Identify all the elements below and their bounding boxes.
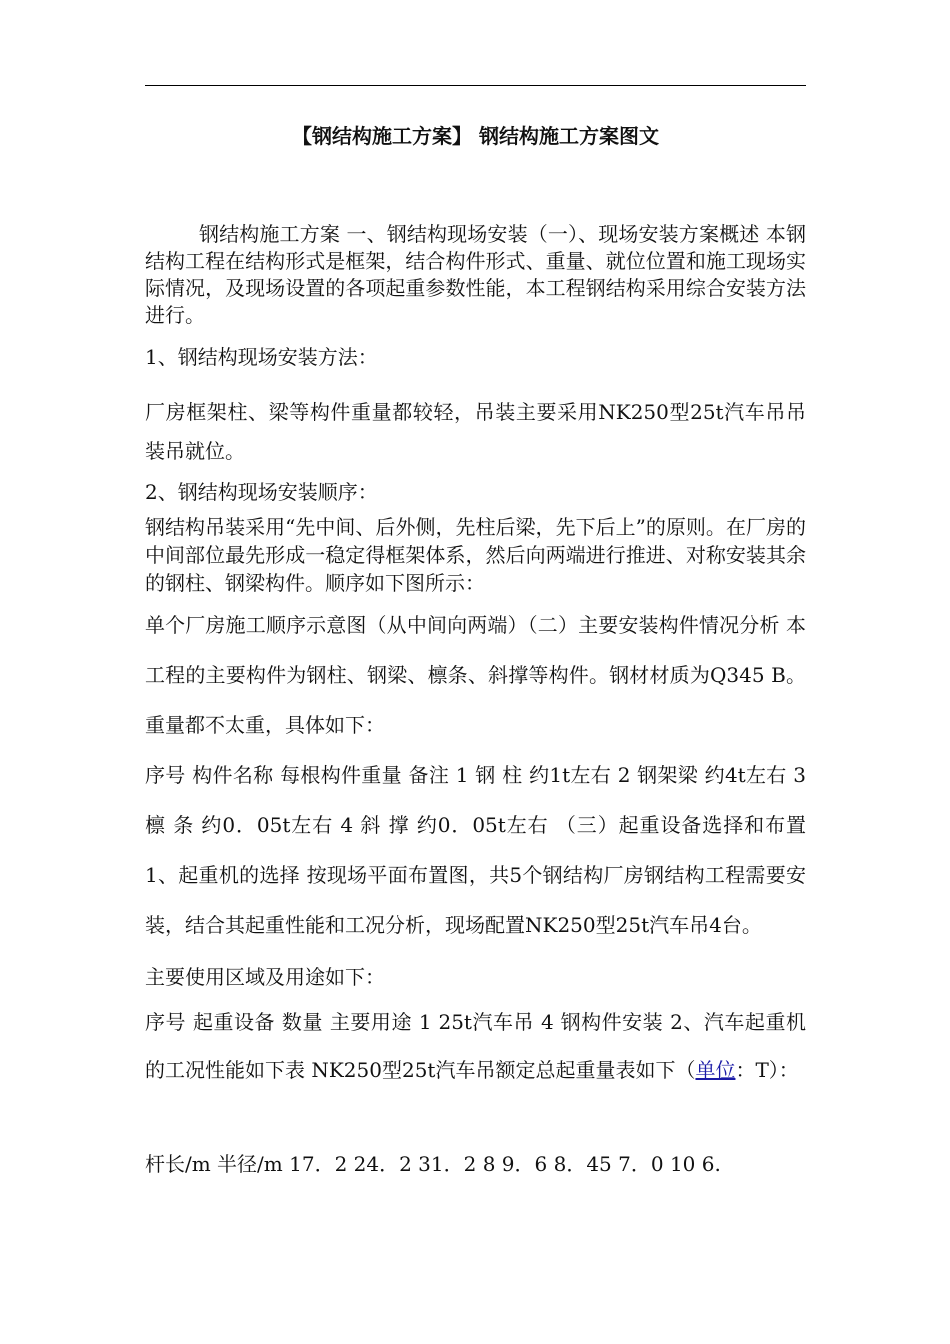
equipment-paragraph	[145, 998, 806, 1094]
document-title: 【钢结构施工方案】 钢结构施工方案图文	[292, 124, 659, 148]
usage-heading: 主要使用区域及用途如下：	[145, 965, 385, 989]
components-paragraph: 序号 构件名称 每根构件重量 备注 1 钢 柱 约1t左右 2 钢架梁 约4t左右 3 檩 条 约0．05t左右 4 斜 撑 约0．05t左右 （三）起重设备选择和布置 1、起重机的选择 按现场平面布置图，共5个钢结构厂房钢结构工程需要安装，结合其起重性能和工况分析，现场配置NK250型25t汽车吊4台。	[145, 763, 806, 937]
analysis-paragraph: 单个厂房施工顺序示意图（从中间向两端）（二）主要安装构件情况分析 本工程的主要构件为钢柱、钢梁、檩条、斜撑等构件。钢材材质为Q345 B。重量都不太重，具体如下：	[145, 613, 806, 737]
order-paragraph: 钢结构吊装采用“先中间、后外侧，先柱后梁，先下后上”的原则。在厂房的中间部位最先形成一稳定得框架体系，然后向两端进行推进、对称安装其余的钢柱、钢梁构件。顺序如下图所示：	[145, 515, 806, 595]
method-paragraph: 厂房框架柱、梁等构件重量都较轻，吊装主要采用NK250型25t汽车吊吊装吊就位。	[145, 400, 806, 463]
table-row-text: 杆长/m 半径/m 17．2 24．2 31．2 8 9．6 8．45 7．0 10 6.	[145, 1152, 721, 1176]
equipment-text-after: ：T）：	[735, 1058, 799, 1082]
method-heading: 1、钢结构现场安装方法：	[145, 345, 378, 369]
header-rule	[145, 85, 806, 86]
order-heading: 2、钢结构现场安装顺序：	[145, 480, 378, 504]
intro-paragraph: 钢结构施工方案 一、钢结构现场安装（一）、现场安装方案概述 本钢结构工程在结构形式是框架，结合构件形式、重量、就位位置和施工现场实际情况，及现场设置的各项起重参数性能，本工程钢结构采用综合安装方法进行。	[145, 222, 806, 327]
equipment-text-before: 序号 起重设备 数量 主要用途 1 25t汽车吊 4 钢构件安装 2、汽车起重机的工况性能如下表 NK250型25t汽车吊额定总起重量表如下（	[145, 1010, 806, 1082]
unit-link[interactable]: 单位	[695, 1058, 736, 1082]
